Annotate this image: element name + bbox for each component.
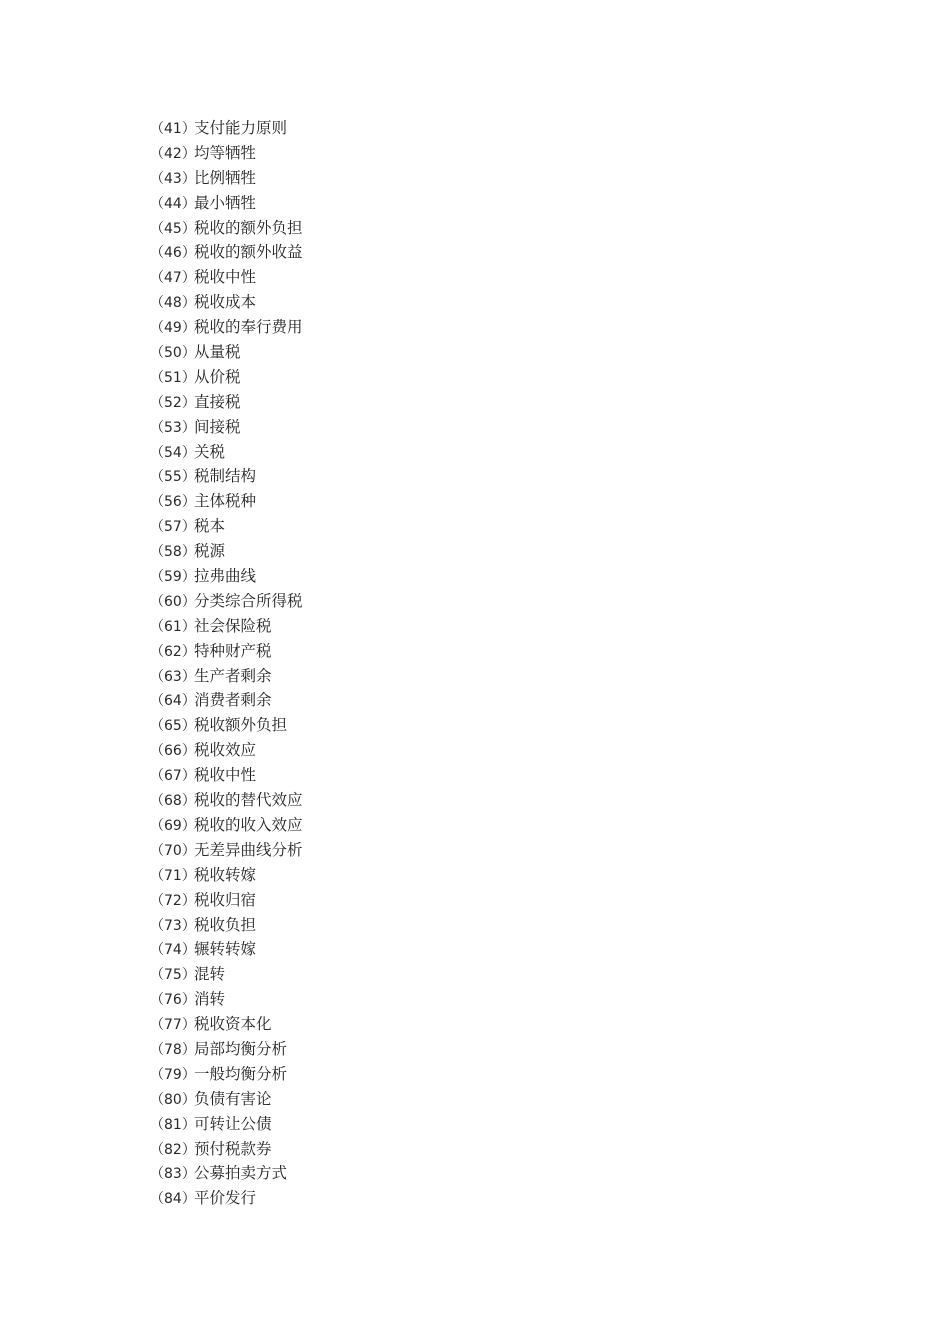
term-text: 一般均衡分析 (194, 1064, 288, 1083)
list-item (150, 888, 303, 913)
list-item (150, 166, 303, 191)
term-text: 税收中性 (194, 268, 257, 287)
term-text: 负债有害论 (194, 1089, 272, 1108)
list-item (150, 639, 303, 664)
term-number: （72） (150, 892, 196, 909)
term-number: （52） (150, 394, 196, 411)
list-item (150, 1137, 303, 1162)
list-item (150, 390, 303, 415)
term-number: （49） (150, 320, 196, 337)
list-item (150, 1161, 303, 1186)
list-item (150, 863, 303, 888)
list-item (150, 290, 303, 315)
term-text: 税收的额外收益 (194, 243, 303, 262)
term-text: 最小牺牲 (194, 193, 257, 212)
term-text: 税收的替代效应 (194, 791, 303, 810)
list-item (150, 191, 303, 216)
term-text: 税收效应 (194, 741, 257, 760)
term-number: （81） (150, 1116, 196, 1133)
list-item (150, 1087, 303, 1112)
term-text: 税收转嫁 (194, 865, 257, 884)
term-number: （63） (150, 668, 196, 685)
term-number: （48） (150, 295, 196, 312)
list-item (150, 664, 303, 689)
term-number: （55） (150, 469, 196, 486)
term-number: （58） (150, 544, 196, 561)
term-text: 分类综合所得税 (194, 591, 303, 610)
term-text: 消费者剩余 (194, 691, 272, 710)
list-item (150, 1012, 303, 1037)
term-text: 税收中性 (194, 766, 257, 785)
term-number: （51） (150, 369, 196, 386)
list-item (150, 1062, 303, 1087)
list-item (150, 440, 303, 465)
list-item (150, 564, 303, 589)
list-item (150, 216, 303, 241)
term-text: 可转让公债 (194, 1114, 272, 1133)
list-item (150, 539, 303, 564)
term-number: （75） (150, 967, 196, 984)
term-text: 均等牺牲 (194, 143, 257, 162)
term-text: 税收的收入效应 (194, 815, 303, 834)
list-item (150, 813, 303, 838)
list-item (150, 315, 303, 340)
list-item (150, 937, 303, 962)
list-item (150, 1037, 303, 1062)
term-text: 混转 (194, 965, 226, 984)
term-number: （71） (150, 867, 196, 884)
term-text: 税收的额外负担 (194, 218, 303, 237)
term-number: （59） (150, 569, 196, 586)
term-text: 税收归宿 (194, 890, 257, 909)
term-text: 税收负担 (194, 915, 257, 934)
term-number: （64） (150, 693, 196, 710)
term-text: 局部均衡分析 (194, 1039, 288, 1058)
list-item (150, 1112, 303, 1137)
list-item (150, 141, 303, 166)
list-item (150, 116, 303, 141)
term-text: 生产者剩余 (194, 666, 272, 685)
term-number: （66） (150, 743, 196, 760)
term-text: 税收资本化 (194, 1015, 272, 1034)
term-text: 主体税种 (194, 492, 257, 511)
list-item (150, 415, 303, 440)
term-number: （70） (150, 842, 196, 859)
term-number: （56） (150, 494, 196, 511)
term-number: （76） (150, 992, 196, 1009)
term-number: （78） (150, 1041, 196, 1058)
term-number: （80） (150, 1091, 196, 1108)
term-text: 消转 (194, 990, 226, 1009)
term-number: （42） (150, 145, 196, 162)
term-text: 税收成本 (194, 293, 257, 312)
list-item (150, 365, 303, 390)
list-item (150, 340, 303, 365)
term-text: 比例牺牲 (194, 168, 257, 187)
term-text: 直接税 (194, 392, 241, 411)
list-item (150, 688, 303, 713)
term-text: 从价税 (194, 367, 241, 386)
term-number: （62） (150, 643, 196, 660)
term-text: 公募拍卖方式 (194, 1164, 288, 1183)
term-text: 关税 (194, 442, 226, 461)
list-item (150, 464, 303, 489)
term-number: （60） (150, 593, 196, 610)
term-number: （68） (150, 793, 196, 810)
list-item (150, 589, 303, 614)
term-text: 间接税 (194, 417, 241, 436)
list-item (150, 987, 303, 1012)
term-number: （77） (150, 1017, 196, 1034)
term-number: （45） (150, 220, 196, 237)
term-text: 从量税 (194, 343, 241, 362)
term-number: （54） (150, 444, 196, 461)
term-number: （84） (150, 1191, 196, 1208)
term-number: （47） (150, 270, 196, 287)
term-text: 无差异曲线分析 (194, 840, 303, 859)
term-text: 特种财产税 (194, 641, 272, 660)
list-item (150, 763, 303, 788)
term-number: （46） (150, 245, 196, 262)
term-number: （69） (150, 817, 196, 834)
term-number: （61） (150, 618, 196, 635)
term-text: 预付税款券 (194, 1139, 272, 1158)
list-item (150, 514, 303, 539)
list-item (150, 614, 303, 639)
term-list (150, 116, 303, 1211)
list-item (150, 788, 303, 813)
list-item (150, 265, 303, 290)
list-item (150, 913, 303, 938)
term-text: 税收的奉行费用 (194, 318, 303, 337)
term-number: （41） (150, 121, 196, 137)
term-number: （53） (150, 419, 196, 436)
list-item (150, 962, 303, 987)
term-number: （82） (150, 1141, 196, 1158)
list-item (150, 713, 303, 738)
term-text: 税收额外负担 (194, 716, 288, 735)
term-text: 支付能力原则 (194, 119, 288, 137)
term-text: 税本 (194, 517, 226, 536)
term-number: （83） (150, 1166, 196, 1183)
list-item (150, 489, 303, 514)
term-number: （65） (150, 718, 196, 735)
term-text: 税源 (194, 542, 226, 561)
term-number: （74） (150, 942, 196, 959)
list-item (150, 240, 303, 265)
term-number: （44） (150, 195, 196, 212)
term-text: 社会保险税 (194, 616, 272, 635)
term-text: 税制结构 (194, 467, 257, 486)
list-item (150, 738, 303, 763)
term-number: （43） (150, 170, 196, 187)
list-item (150, 838, 303, 863)
term-number: （57） (150, 519, 196, 536)
term-text: 拉弗曲线 (194, 567, 257, 586)
list-item (150, 1186, 303, 1211)
term-number: （73） (150, 917, 196, 934)
term-text: 平价发行 (194, 1189, 257, 1208)
term-number: （50） (150, 345, 196, 362)
term-text: 辗转转嫁 (194, 940, 257, 959)
term-number: （79） (150, 1066, 196, 1083)
term-number: （67） (150, 768, 196, 785)
